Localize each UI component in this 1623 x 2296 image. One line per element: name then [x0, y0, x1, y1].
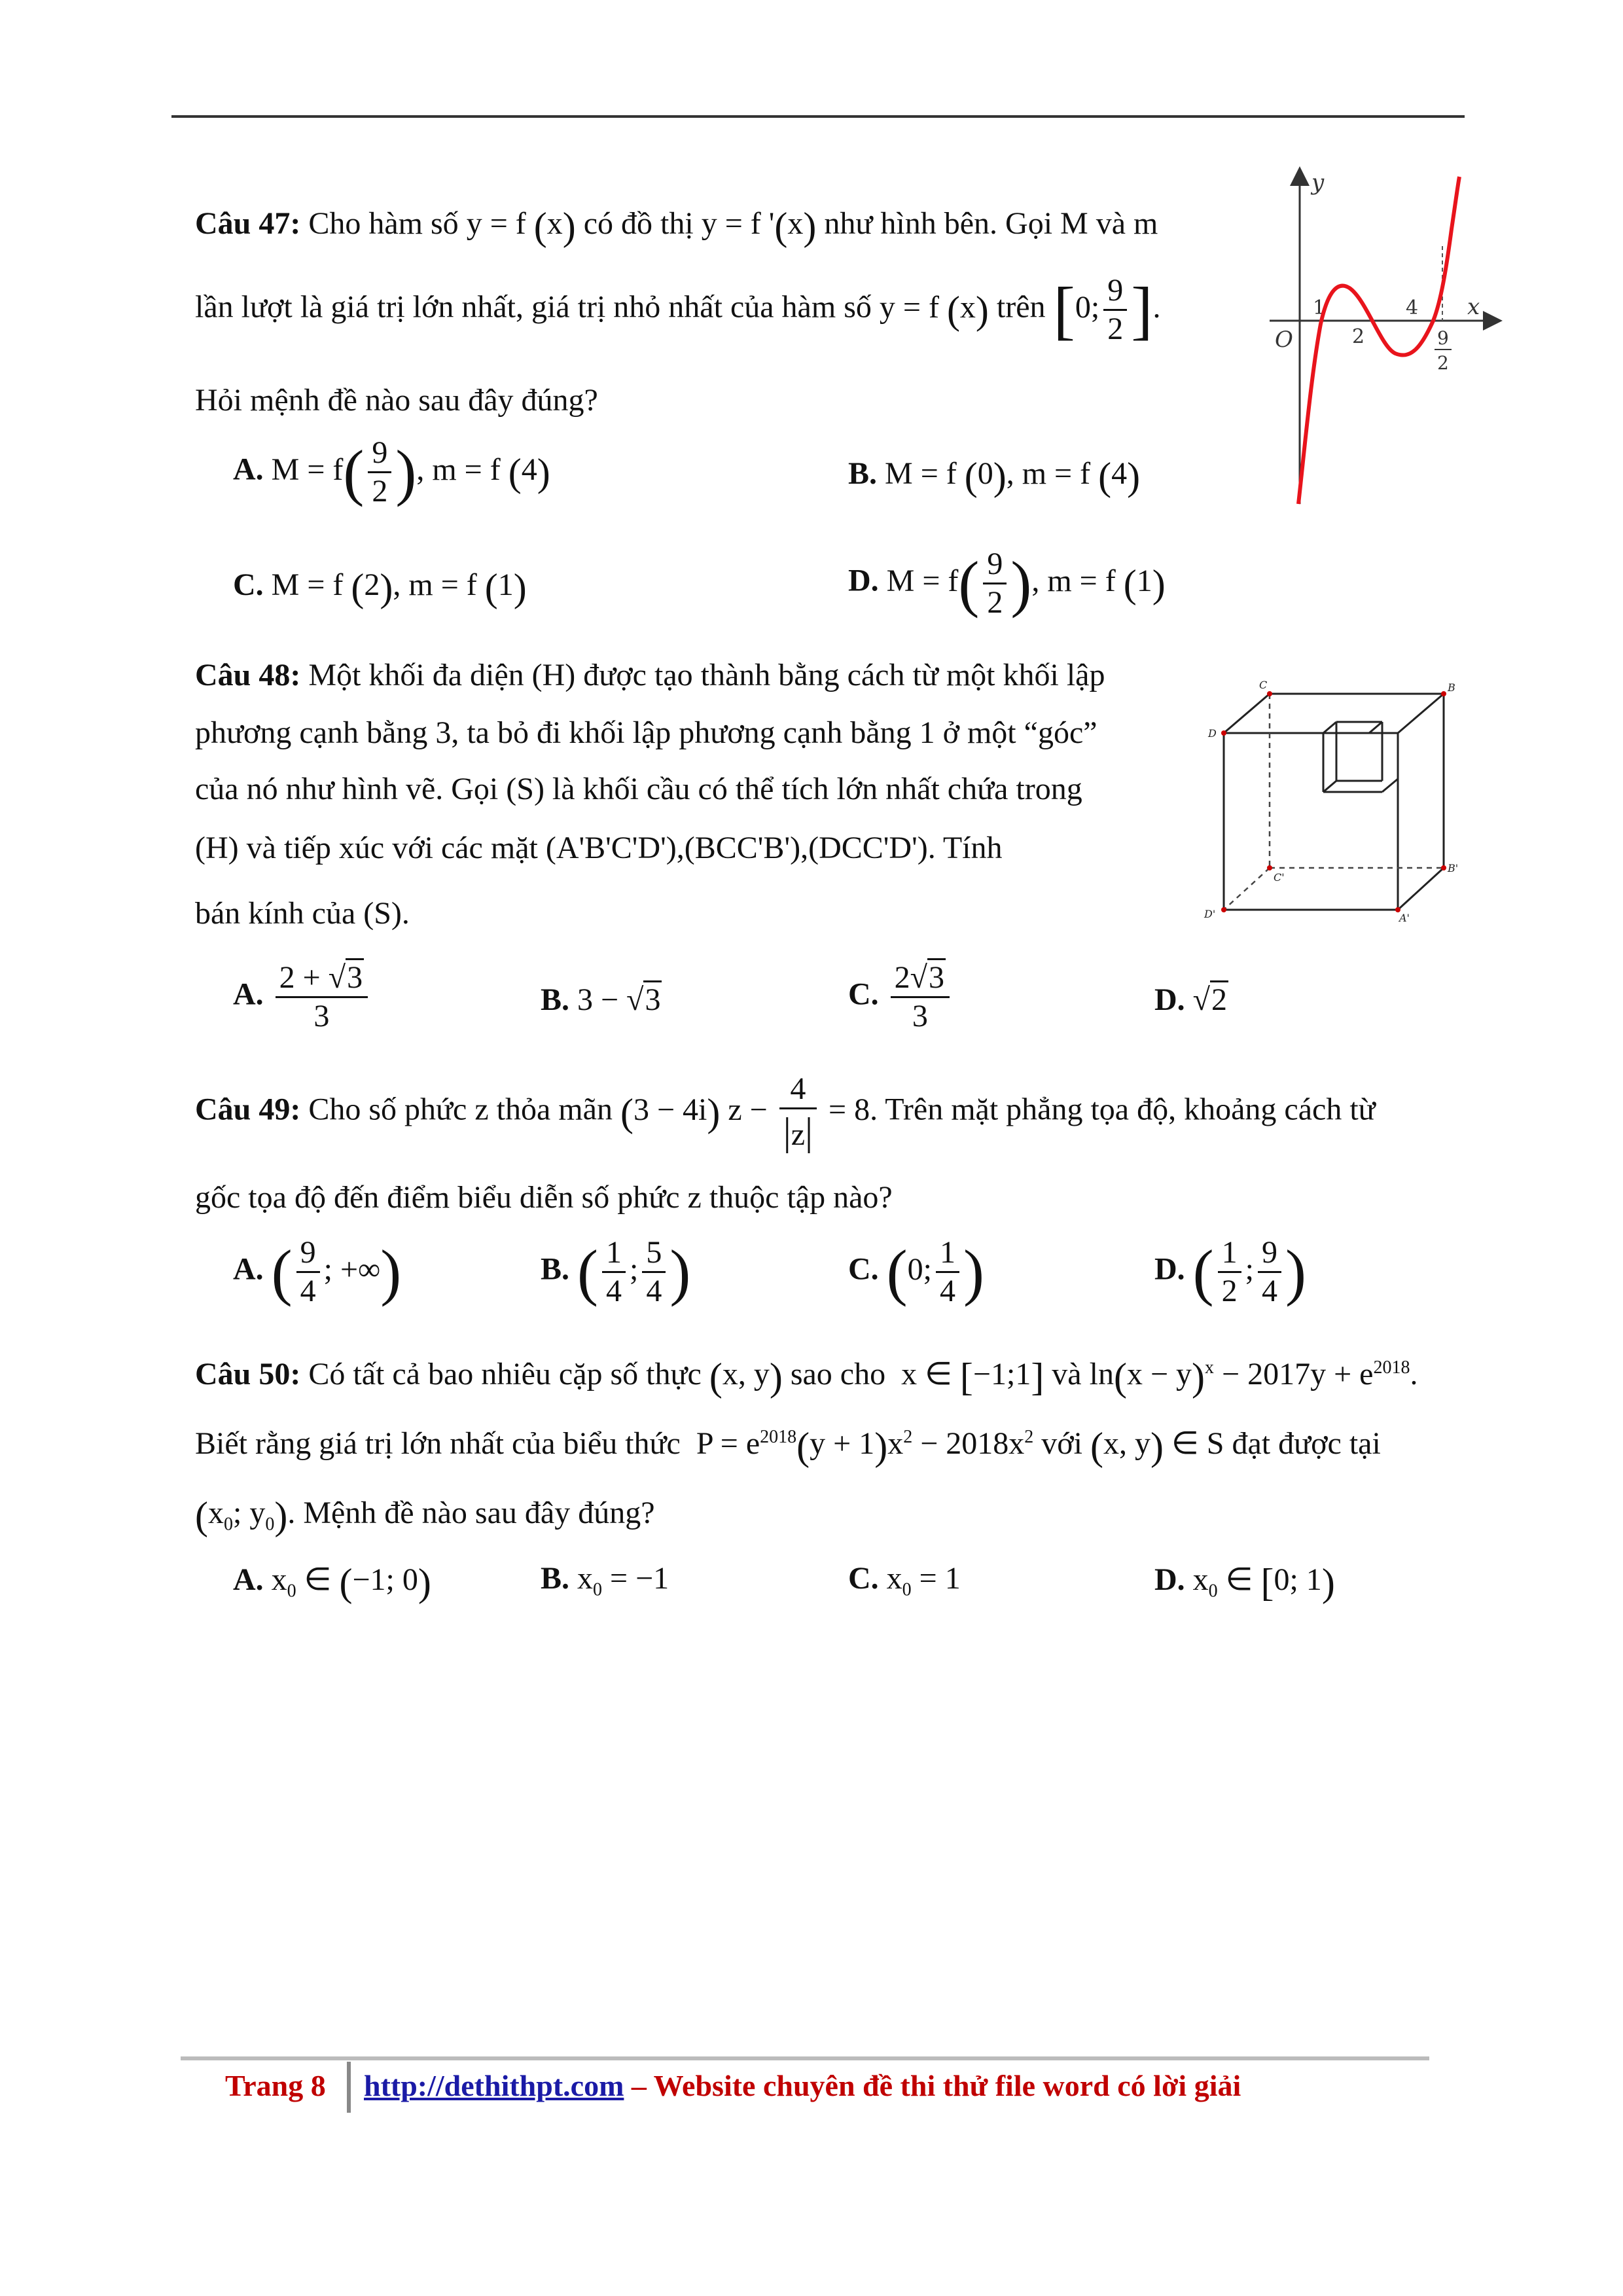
q48-option-b[interactable]: B. 3 − √3 — [541, 984, 662, 1016]
q48-option-c[interactable]: C. $\frac{2√3}{3}$ — [848, 962, 954, 1032]
q48-line4: (H) và tiếp xúc với các mặt (A'B'C'D'),(BCC'B'),(DCC'D'). Tính — [195, 831, 1003, 865]
q47-text1: Cho hàm số — [308, 206, 459, 242]
q47-text5: trên — [996, 289, 1046, 325]
q49-option-a[interactable]: A. ( $\frac{9}{4}$ ; +∞) — [233, 1235, 402, 1308]
q48-cube-label-b: B — [1448, 681, 1455, 694]
q50-text4: Biết rằng giá trị lớn nhất của biểu thức — [195, 1426, 681, 1462]
q47-line3 — [195, 385, 598, 416]
q50-text6: đạt được tại — [1232, 1426, 1381, 1462]
footer-text — [364, 2068, 1241, 2103]
q50-option-a[interactable]: A. $x_0$ ∈ (−1; 0) — [233, 1561, 431, 1604]
q50-option-b[interactable]: B. $x_0 = -1$ — [541, 1561, 669, 1600]
q47-text6: Hỏi mệnh đề nào sau đây đúng? — [195, 383, 598, 418]
q47-line1 — [195, 207, 1158, 246]
q48-label: Câu 48: — [195, 658, 301, 692]
q49-line2 — [195, 1182, 893, 1213]
q49-line1 — [195, 1073, 1376, 1151]
q49-equation: (3 − 4i) z − $\frac{4}{|z|}$ = 8. — [620, 1071, 878, 1153]
q48-cube-label-d1: D' — [1204, 908, 1216, 920]
q47-line2 — [195, 275, 1161, 345]
q50-text2: sao cho — [790, 1357, 886, 1392]
q47-axis-y-label: y — [1311, 170, 1325, 196]
q50-text7: . Mệnh đề nào sau đây đúng? — [287, 1496, 655, 1531]
q49-option-b[interactable]: B. ( $\frac{1}{4}$ ; $\frac{5}{4}$ ) — [541, 1235, 691, 1308]
q47-eq-fp: y = f '(x) — [701, 205, 817, 248]
q49-label: Câu 49: — [195, 1092, 301, 1127]
q48-planes: (A'B'C'D'),(BCC'B'),(DCC'D'). — [545, 831, 936, 865]
q47-tick-2: 2 — [1352, 325, 1365, 348]
q50-line3: ($x_0$; $y_0$). Mệnh đề nào sau đây đúng? — [195, 1494, 655, 1537]
q47-tick-9: 9 — [1437, 327, 1449, 349]
q48-cube-label-c: C — [1259, 679, 1268, 691]
q48-line5: bán kính của (S). — [195, 896, 410, 931]
footer-rule — [181, 2056, 1429, 2060]
q47-label: Câu 47: — [195, 206, 301, 242]
q47-interval: [0; $\frac{9}{2}$ ]. — [1053, 273, 1161, 346]
q47-tick-4: 4 — [1406, 296, 1419, 319]
q49-text3: gốc tọa độ đến điểm biểu diễn số phức z thuộc tập nào? — [195, 1180, 893, 1215]
footer-page-number: Trang 8 — [225, 2069, 326, 2102]
q47-axis-x-label: x — [1467, 294, 1480, 320]
q48-line2: phương cạnh bằng 3, ta bỏ đi khối lập phương cạnh bằng 1 ở một “góc” — [195, 715, 1097, 750]
q48-cube-figure — [1191, 674, 1479, 936]
q48-line1: Câu 48: Một khối đa diện (H) được tạo thành bằng cách từ một khối lập — [195, 658, 1105, 692]
q48-cube-label-d: D — [1208, 727, 1217, 740]
q47-option-d[interactable]: D. M = f( $\frac{9}{2}$ ), m = f (1) — [848, 547, 1166, 620]
q50-line1: Câu 50: Có tất cả bao nhiêu cặp số thực (x, y) sao cho x ∈ [−1;1] và $\ln(x - y)^x - 2017y + e^{2018}$. — [195, 1355, 1418, 1399]
q48-line3: của nó như hình vẽ. Gọi (S) là khối cầu có thể tích lớn nhất chứa trong — [195, 772, 1082, 806]
q50-option-c[interactable]: C. $x_0 = 1$ — [848, 1561, 961, 1600]
q50-option-d[interactable]: D. $x_0$ ∈ [0; 1) — [1154, 1561, 1335, 1604]
q48-cube-label-b1: B' — [1448, 862, 1459, 874]
q47-text3: như hình bên. Gọi M và m — [824, 206, 1158, 242]
q50-text5: với — [1041, 1426, 1082, 1462]
q48-cube-label-a1: A' — [1399, 912, 1410, 924]
footer-link[interactable]: http://dethithpt.com — [364, 2069, 624, 2102]
q49-option-c[interactable]: C. (0; $\frac{1}{4}$ ) — [848, 1235, 984, 1308]
q47-graph — [1257, 157, 1505, 511]
q49-option-d[interactable]: D. ( $\frac{1}{2}$ ; $\frac{9}{4}$ ) — [1154, 1235, 1306, 1308]
q47-tick-9-den: 2 — [1437, 352, 1449, 374]
q50-text3: và — [1052, 1357, 1082, 1392]
q48-option-a[interactable]: A. $\frac{2 + √3}{3}$ — [233, 962, 372, 1032]
q47-tick-1: 1 — [1313, 296, 1326, 319]
header-rule — [171, 115, 1465, 118]
q48-cube-label-c1: C' — [1274, 871, 1285, 884]
q50-line2: Biết rằng giá trị lớn nhất của biểu thức $P = e^{2018}(y + 1)x^2 - 2018x^2$ với (x, y) ∈ S đạt được tại — [195, 1425, 1381, 1468]
footer-divider — [347, 2062, 351, 2113]
q47-derivative-curve — [1298, 177, 1459, 504]
q47-option-b[interactable]: B. M = f (0), m = f (4) — [848, 455, 1141, 498]
q49-text2: Trên mặt phẳng tọa độ, khoảng cách từ — [885, 1092, 1376, 1127]
q47-option-c[interactable]: C. M = f (2), m = f (1) — [233, 566, 527, 609]
q48-tinh: Tính — [942, 831, 1003, 865]
q50-text1: Có tất cả bao nhiêu cặp số thực — [308, 1357, 702, 1392]
q47-text2: có đồ thị — [583, 206, 694, 242]
q47-eq-f: y = f (x) — [466, 205, 576, 248]
q47-option-a[interactable]: A. M = f( $\frac{9}{2}$ ), m = f (4) — [233, 435, 550, 509]
q47-text4: lần lượt là giá trị lớn nhất, giá trị nhỏ nhất của hàm số — [195, 289, 872, 325]
q47-origin-label: O — [1275, 327, 1293, 353]
footer-tagline: – Website chuyên đề thi thử file word có lời giải — [631, 2069, 1241, 2102]
q50-label: Câu 50: — [195, 1357, 301, 1392]
q49-text1: Cho số phức z thỏa mãn — [308, 1092, 613, 1127]
q47-eq-f2: y = f (x) — [879, 288, 989, 332]
q48-option-d[interactable]: D. √2 — [1154, 984, 1228, 1016]
